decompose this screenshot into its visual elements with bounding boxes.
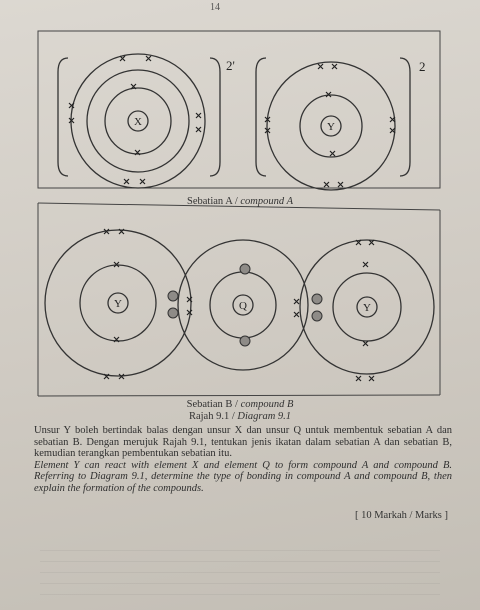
caption-fig-slash: / bbox=[231, 411, 235, 422]
compound-a-caption-en: compound A bbox=[240, 196, 293, 207]
compound-b-bottom-rule bbox=[38, 395, 440, 396]
atom-y-right-label: Y bbox=[363, 302, 371, 314]
atom-q-label: Q bbox=[239, 300, 247, 312]
compound-a-frame bbox=[38, 31, 440, 188]
ion-y-label: Y bbox=[327, 121, 335, 133]
compound-b-caption-en: compound B bbox=[240, 399, 294, 410]
question-ms: Unsur Y boleh bertindak balas dengan unsur X dan unsur Q untuk membentuk sebatian A dan sebatian B. Dengan merujuk Rajah 9.1, tentukan jenis ikatan dalam sebatian A dan sebatian B, kemudian terangkan pembentukan sebatian itu. bbox=[34, 425, 452, 460]
compound-b-caption bbox=[0, 399, 480, 411]
compound-a-caption bbox=[0, 196, 480, 208]
compound-b-caption-ms: Sebatian B bbox=[186, 399, 233, 410]
atom-y-left-label: Y bbox=[114, 298, 122, 310]
figure-caption-en: Diagram 9.1 bbox=[237, 411, 292, 422]
marks-allocation: [ 10 Markah / Marks ] bbox=[354, 510, 448, 521]
page-number: 14 bbox=[210, 2, 220, 13]
ion-x-label: X bbox=[134, 116, 142, 128]
ion-x-charge: 2' bbox=[226, 58, 235, 73]
figure-caption-ms: Rajah 9.1 bbox=[188, 411, 230, 422]
caption-b-slash: / bbox=[235, 399, 238, 410]
reverse-side-bleed bbox=[40, 540, 440, 600]
ion-y-charge: 2 bbox=[419, 59, 426, 74]
question-text bbox=[34, 425, 452, 495]
compound-a-caption-ms: Sebatian A bbox=[187, 196, 233, 207]
question-en: Element Y can react with element X and element Q to form compound A and compound B. Referring to Diagram 9.1, determine the type of bonding in compound A and compound B, then explain the formation of the compounds. bbox=[34, 459, 452, 494]
figure-caption bbox=[0, 411, 480, 423]
caption-a-slash: / bbox=[234, 196, 238, 207]
